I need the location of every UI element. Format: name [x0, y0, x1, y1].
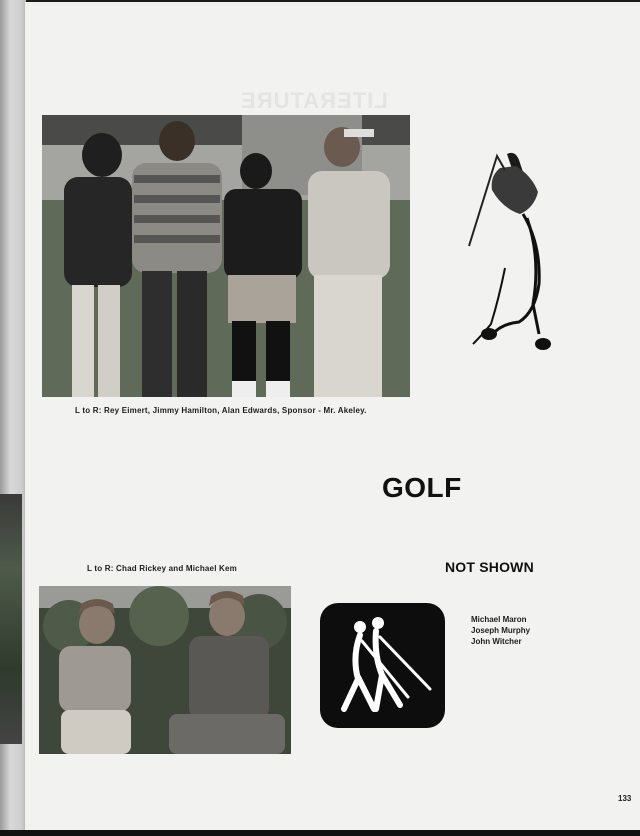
team-photo-bottom	[39, 586, 291, 754]
not-shown-name: Michael Maron	[471, 615, 527, 624]
yearbook-page	[24, 2, 640, 832]
team-photo-top-art	[42, 115, 410, 397]
not-shown-name: Joseph Murphy	[471, 626, 531, 635]
golf-pictogram-icon	[320, 603, 445, 728]
facing-page-photo-edge	[0, 494, 22, 744]
caption-top-photo: L to R: Rey Eimert, Jimmy Hamilton, Alan Edwards, Sponsor - Mr. Akeley.	[75, 406, 367, 415]
not-shown-names-list	[471, 614, 530, 647]
page-number: 133	[618, 794, 632, 803]
not-shown-name: John Witcher	[471, 637, 522, 646]
golfer-swing-icon	[445, 148, 555, 353]
caption-bottom-photo: L to R: Chad Rickey and Michael Kem	[87, 564, 237, 573]
bleed-through-text: LITERATURE	[240, 88, 388, 113]
team-photo-top	[42, 115, 410, 397]
not-shown-heading: NOT SHOWN	[445, 559, 534, 575]
golf-pictogram-figure	[320, 603, 445, 728]
page-bottom-edge	[0, 830, 640, 836]
team-photo-bottom-art	[39, 586, 291, 754]
page-title: GOLF	[382, 472, 462, 503]
